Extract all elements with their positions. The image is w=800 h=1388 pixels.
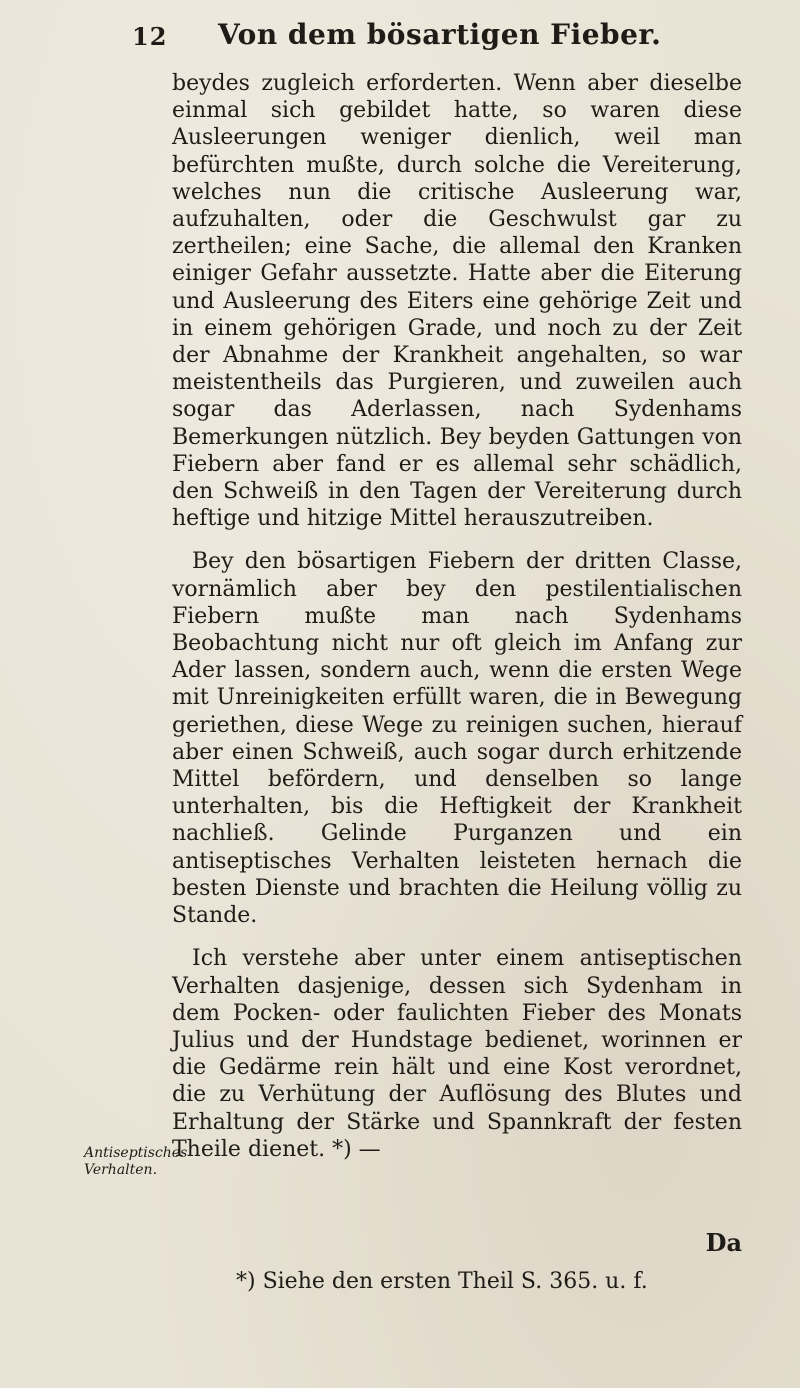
- page-header: [118, 14, 738, 58]
- paragraph-1: beydes zugleich erforderten. Wenn aber dieselbe einmal sich gebildet hatte, so waren diese Ausleerungen weniger dienlich, weil man befürchten mußte, durch solche die Vereiterung, welches nun die critische Ausleerung war, aufzuhalten, oder die Geschwulst gar zu zertheilen; eine Sache, die allemal den Kranken einiger Gefahr aussetzte. Hatte aber die Eiterung und Ausleerung des Eiters eine gehörige Zeit und in einem gehörigen Grade, und noch zu der Zeit der Abnahme der Krankheit angehalten, so war meistentheils das Purgieren, und zuweilen auch sogar das Aderlassen, nach Sydenhams Bemerkungen nützlich. Bey beyden Gattungen von Fiebern aber fand er es allemal sehr schädlich, den Schweiß in den Tagen der Vereiterung durch heftige und hitzige Mittel herauszutreiben.: [172, 71, 742, 532]
- paragraph-3: Ich verstehe aber unter einem antiseptischen Verhalten dasjenige, dessen sich Sydenham in dem Pocken- oder faulichten Fieber des Monats Julius und der Hundstage bedienet, worinnen er die Gedärme rein hält und eine Kost verordnet, die zu Verhütung der Auflösung des Blutes und Erhaltung der Stärke und Spannkraft der festen Theile dienet. *) —: [172, 946, 742, 1162]
- page-number: 12: [132, 22, 168, 51]
- paragraph-2: Bey den bösartigen Fiebern der dritten Classe, vornämlich aber bey den pestilentialischen Fiebern mußte man nach Sydenhams Beobachtung nicht nur oft gleich im Anfang zur Ader lassen, sondern auch, wenn die ersten Wege mit Unreinigkeiten erfüllt waren, die in Bewegung geriethen, diese Wege zu reinigen suchen, hierauf aber einen Schweiß, auch sogar durch erhitzende Mittel befördern, und denselben so lange unterhalten, bis die Heftigkeit der Krankheit nachließ. Gelinde Purganzen und ein antiseptisches Verhalten leisteten hernach die besten Dienste und brachten die Heilung völlig zu Stande.: [172, 549, 742, 929]
- running-title: Von dem bösartigen Fieber.: [218, 18, 662, 51]
- body-text: [172, 70, 742, 1179]
- catchword: Da: [705, 1228, 742, 1257]
- footnote: *) Siehe den ersten Theil S. 365. u. f.: [236, 1269, 648, 1294]
- margin-note: Antiseptisches Verhalten.: [84, 1145, 188, 1178]
